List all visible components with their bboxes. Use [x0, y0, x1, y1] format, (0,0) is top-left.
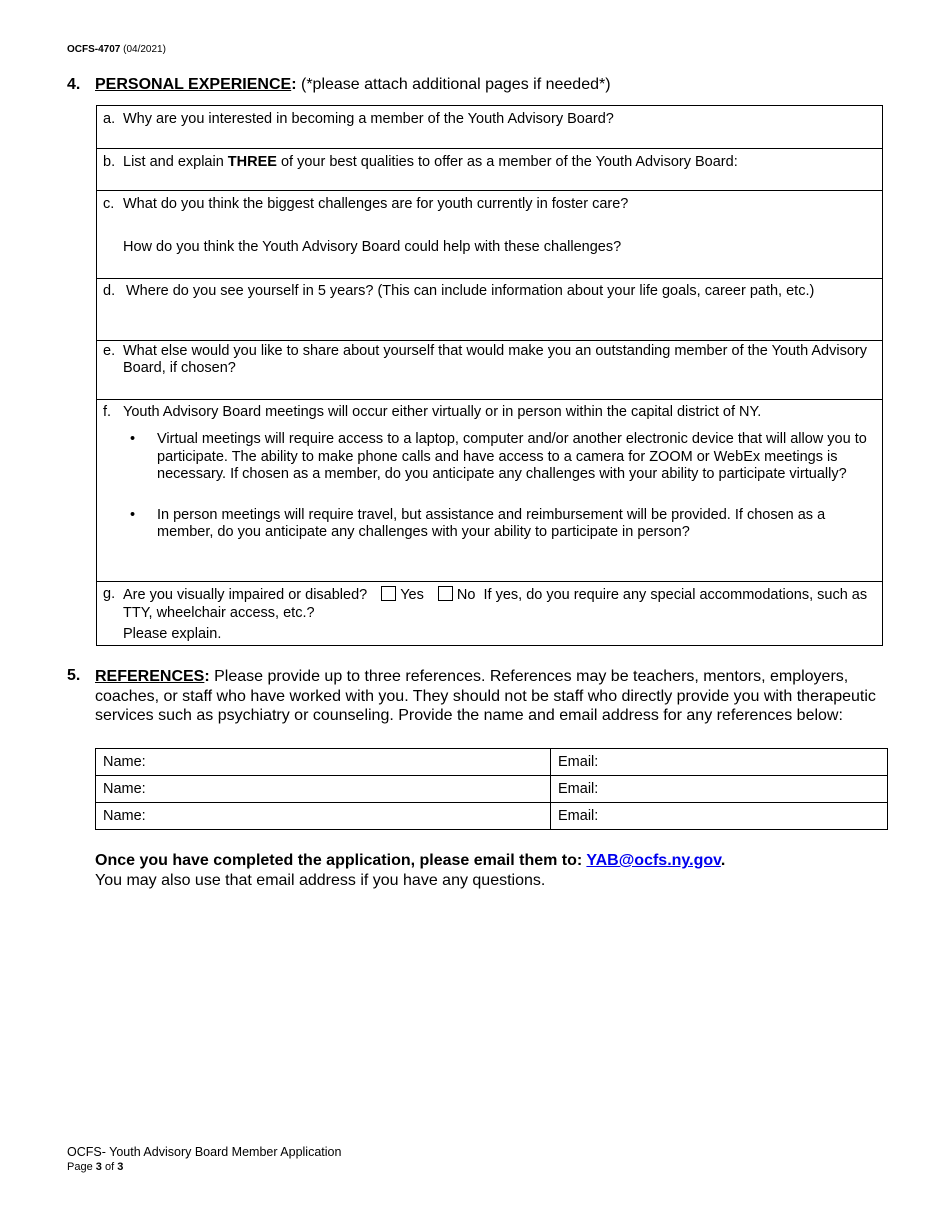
question-c-text: What do you think the biggest challenges are for youth currently in foster care? [123, 196, 629, 212]
question-letter: f. [103, 404, 112, 420]
personal-experience-table [96, 105, 883, 646]
form-id [67, 44, 166, 55]
table-row [96, 776, 888, 803]
table-row [96, 749, 888, 776]
yes-checkbox[interactable] [381, 586, 396, 601]
page-number [67, 1160, 341, 1175]
question-b-text [123, 154, 876, 171]
bullet-in-person-text: In person meetings will require travel, but assistance and reimbursement will be provided. If chosen as a member, do you anticipate any challenges with your ability to participate in person? [157, 506, 826, 540]
question-letter: a. [103, 111, 116, 127]
section-title: PERSONAL EXPERIENCE [95, 76, 292, 93]
reference-name-field[interactable] [96, 803, 551, 830]
reference-email-field[interactable] [551, 776, 888, 803]
question-letter: e. [103, 343, 116, 359]
email-label: Email: [558, 754, 599, 770]
question-c-text-2: How do you think the Youth Advisory Board could help with these challenges? [123, 239, 622, 255]
question-letter: g. [103, 586, 116, 602]
bullet-marker: • [130, 431, 136, 447]
references-body: Please provide up to three references. References may be teachers, mentors, employers, coaches, or staff who have worked with you. They should not be staff who directly provide you with therapeutic services such as psychiatry or counseling. Provide the name and email address for any references below: [95, 668, 876, 725]
section-number: 4. [67, 76, 81, 93]
reference-email-field[interactable] [551, 803, 888, 830]
question-a-cell[interactable] [97, 106, 883, 149]
email-label: Email: [558, 808, 599, 824]
reference-name-field[interactable] [96, 776, 551, 803]
footer-title: OCFS- Youth Advisory Board Member Application [67, 1145, 342, 1159]
question-c-cell[interactable] [97, 191, 883, 279]
form-date: (04/2021) [123, 44, 166, 55]
page-word: Page [67, 1161, 93, 1173]
no-checkbox[interactable] [438, 586, 453, 601]
yes-label: Yes [400, 587, 424, 603]
question-letter: c. [103, 196, 115, 212]
question-f-text: Youth Advisory Board meetings will occur either virtually or in person within the capital district of NY. [123, 404, 762, 420]
section-colon: : [204, 668, 210, 685]
question-d-cell[interactable] [97, 279, 883, 341]
question-g-followup: If yes, do you require any special accommodations, such as TTY, wheelchair access, etc.? [123, 587, 868, 621]
email-link[interactable]: YAB@ocfs.ny.gov [586, 852, 721, 869]
closing-instructions [95, 851, 725, 891]
reference-name-field[interactable] [96, 749, 551, 776]
name-label: Name: [103, 754, 146, 770]
section-colon: : [291, 76, 297, 93]
question-b-cell[interactable] [97, 149, 883, 191]
question-a-text: Why are you interested in becoming a member of the Youth Advisory Board? [123, 111, 614, 127]
no-label: No [456, 587, 476, 603]
closing-period: . [720, 852, 726, 869]
question-b-post: of your best qualities to offer as a member of the Youth Advisory Board: [276, 154, 738, 170]
bullet-virtual [103, 431, 876, 484]
name-label: Name: [103, 781, 146, 797]
name-label: Name: [103, 808, 146, 824]
references-instructions [95, 667, 897, 726]
question-b-pre: List and explain [123, 154, 228, 170]
closing-bold-text: Once you have completed the application, please email them to: [95, 852, 587, 869]
section-5 [67, 667, 897, 726]
reference-email-field[interactable] [551, 749, 888, 776]
question-d-text: Where do you see yourself in 5 years? (This can include information about your life goals, career path, etc.) [126, 283, 815, 299]
page-total: 3 [117, 1161, 124, 1173]
section-title: REFERENCES [95, 668, 205, 685]
section-number: 5. [67, 667, 81, 684]
table-row [96, 803, 888, 830]
question-letter: d. [103, 283, 116, 299]
form-code: OCFS-4707 [67, 44, 121, 55]
closing-line-2: You may also use that email address if you have any questions. [95, 872, 546, 889]
question-g-prompt: Are you visually impaired or disabled? [123, 587, 368, 603]
bullet-marker: • [130, 506, 136, 523]
question-f-cell[interactable] [97, 400, 883, 582]
page-footer [67, 1145, 341, 1175]
email-label: Email: [558, 781, 599, 797]
question-e-cell[interactable] [97, 341, 883, 400]
question-g-explain[interactable]: Please explain. [123, 626, 222, 642]
references-table [95, 748, 888, 830]
page-of: of [104, 1161, 115, 1173]
question-g-cell [97, 582, 883, 646]
question-letter: b. [103, 154, 116, 170]
question-g-text [123, 586, 876, 622]
section-note: (*please attach additional pages if needed*) [300, 76, 611, 93]
bullet-in-person [103, 507, 876, 542]
question-e-text: What else would you like to share about yourself that would make you an outstanding member of the Youth Advisory Board, if chosen? [123, 343, 867, 376]
bullet-virtual-text: Virtual meetings will require access to a laptop, computer and/or another electronic device that will allow you to participate. The ability to make phone calls and have access to a camera for ZOOM or WebEx meetings is necessary. If chosen as a member, do you anticipate any challenges with your ability to participate virtually? [157, 431, 867, 482]
question-b-emphasis: THREE [227, 154, 277, 170]
page-current: 3 [95, 1161, 102, 1173]
